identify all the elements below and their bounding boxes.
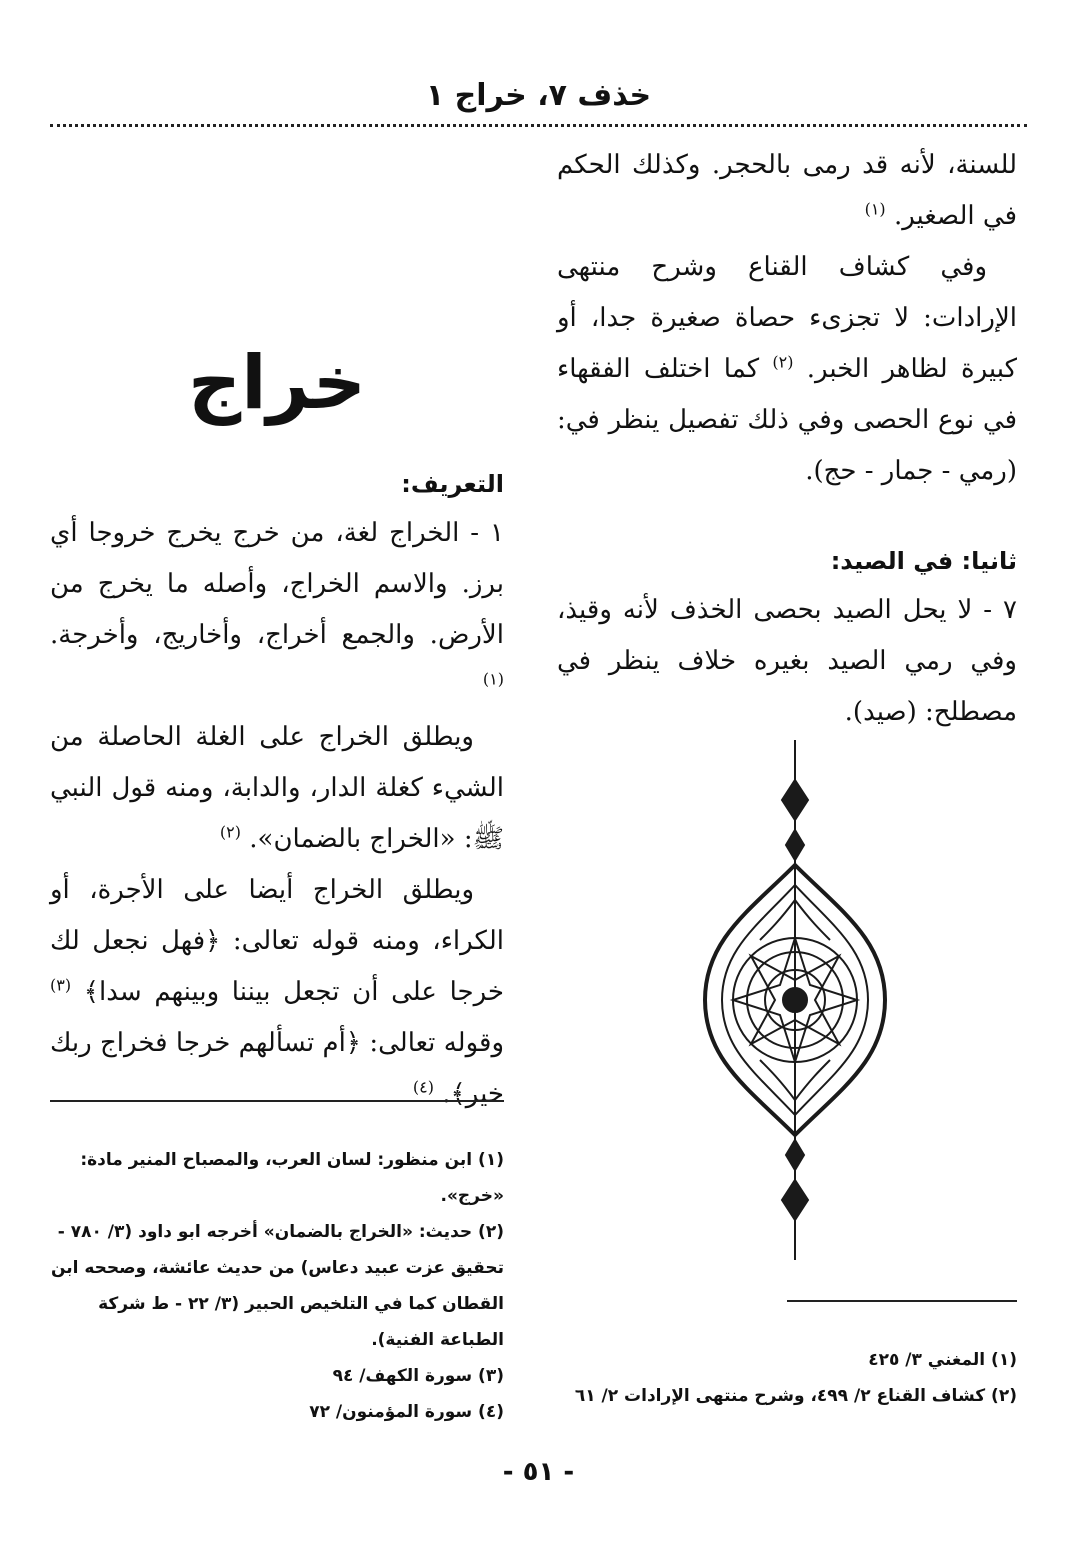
footnote-item: (١) ابن منظور: لسان العرب، والمصباح المنير مادة: «خرج».: [80, 1150, 504, 1206]
footnote-item: (١) المغني ٣/ ٤٢٥: [868, 1350, 1017, 1370]
left-paragraph-1: [50, 508, 504, 712]
footnote-item: (٢) حديث: «الخراج بالضمان» أخرجه ابو داود (٣/ ٧٨٠ - تحقيق عزت عبيد دعاس) من حديث عائشة، وصححه ابن القطان كما في التلخيص الحبير (٣/ ٢٢ - ط شركة الطباعة الفنية).: [50, 1222, 504, 1350]
right-column: [557, 140, 1017, 738]
right-paragraph-3: ٧ - لا يحل الصيد بحصى الخذف لأنه وقيذ، وفي رمي الصيد بغيره خلاف ينظر في مصطلح: (صيد).: [557, 595, 1017, 727]
footnote-ref: (١): [864, 199, 886, 219]
footnote-ref: (٣): [50, 975, 72, 995]
footnote-item: (٢) كشاف القناع ٢/ ٤٩٩، وشرح منتهى الإرادات ٢/ ٦١: [574, 1386, 1017, 1406]
right-paragraph-2-text: وفي كشاف القناع وشرح منتهى الإرادات: لا تجزىء حصاة صغيرة جدا، أو كبيرة لظاهر الخبر.: [557, 252, 1018, 384]
left-paragraph-1-text: ١ - الخراج لغة، من خرج يخرج خروجا أي برز. والاسم الخراج، وأصله ما يخرج من الأرض. والجمع أخراج، وأخاريج، وأخرجة.: [50, 518, 504, 650]
entry-title: خراج: [187, 340, 367, 426]
left-paragraph-3-text-a: ويطلق الخراج أيضا على الأجرة، أو الكراء، ومنه قوله تعالى: ﴿فهل نجعل لك خرجا على أن تجعل بيننا وبينهم سدا﴾: [50, 875, 504, 1007]
footnote-item: (٤) سورة المؤمنون/ ٧٢: [309, 1402, 504, 1422]
right-paragraph-2: [557, 242, 1017, 497]
footnote-ref: (٤): [412, 1077, 434, 1097]
left-column: [50, 140, 504, 1120]
footnote-item: (٣) سورة الكهف/ ٩٤: [332, 1366, 504, 1386]
footnote-ref: (٢): [772, 352, 794, 372]
footnote-ref: (١): [482, 669, 504, 689]
right-footnotes: [557, 1300, 1017, 1414]
footnote-rule: [787, 1300, 1017, 1302]
section-heading-hunting: ثانيا: في الصيد:: [830, 547, 1017, 575]
footnote-ref: (٢): [219, 822, 241, 842]
left-footnotes: [50, 1100, 504, 1430]
left-paragraph-3: [50, 865, 504, 1120]
arabesque-medallion-ornament-icon: [700, 740, 890, 1260]
left-paragraph-2-text: ويطلق الخراج على الغلة الحاصلة من الشيء كغلة الدار، والدابة، ومنه قول النبي ﷺ: «الخراج بالضمان».: [50, 722, 504, 854]
left-paragraph-3-text-b: وقوله تعالى: ﴿أم تسألهم خرجا فخراج ربك خير﴾.: [50, 1028, 504, 1109]
right-paragraph-1-text: للسنة، لأنه قد رمى بالحجر. وكذلك الحكم في الصغير.: [557, 150, 1017, 231]
page-number: - ٥١ -: [502, 1457, 575, 1487]
header-dotted-rule: [50, 124, 1027, 127]
footnote-rule: [50, 1100, 504, 1102]
right-paragraph-1: [557, 140, 1017, 242]
definition-heading: التعريف:: [401, 470, 504, 498]
left-paragraph-2: [50, 712, 504, 865]
running-header: خذف ٧، خراج ١: [425, 78, 652, 113]
right-paragraph-2-text-after: كما اختلف الفقهاء في نوع الحصى وفي ذلك تفصيل ينظر في: (رمي - جمار - حج).: [557, 354, 1017, 486]
